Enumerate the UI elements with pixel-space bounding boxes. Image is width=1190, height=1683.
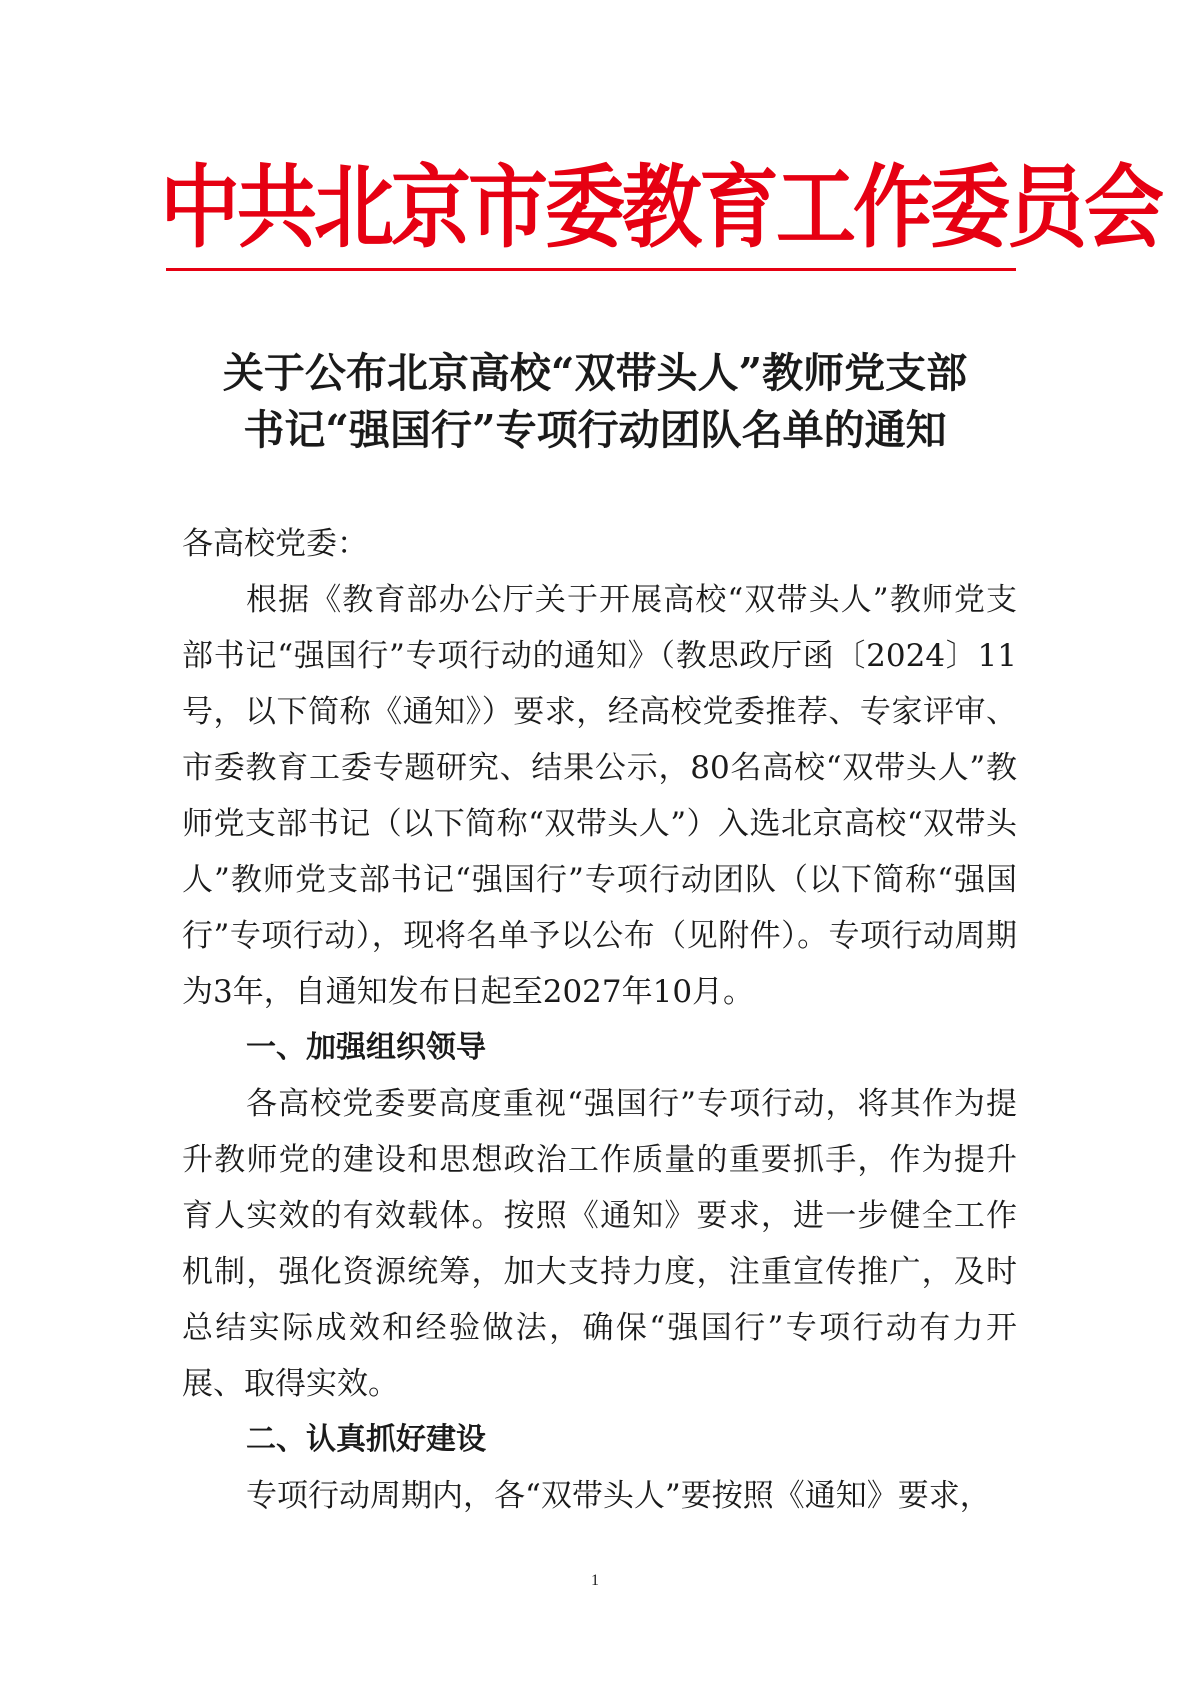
document-title bbox=[170, 345, 1020, 459]
document-body bbox=[182, 516, 1017, 1524]
paragraph-intro: 根据《教育部办公厅关于开展高校“双带头人”教师党支部书记“强国行”专项行动的通知》（教思政厅函〔2024〕11号，以下简称《通知》）要求，经高校党委推荐、专家评审、市委教育工委专题研究、结果公示，80名高校“双带头人”教师党支部书记（以下简称“双带头人”）入选北京高校“双带头人”教师党支部书记“强国行”专项行动团队（以下简称“强国行”专项行动），现将名单予以公布（见附件）。专项行动周期为3年，自通知发布日起至2027年10月。 bbox=[182, 582, 1017, 1010]
page-number: 1 bbox=[591, 1572, 599, 1589]
salutation: 各高校党委： bbox=[182, 526, 368, 562]
document-title-line-2: 书记“强国行”专项行动团队名单的通知 bbox=[243, 406, 947, 454]
section-heading-2: 二、认真抓好建设 bbox=[246, 1422, 486, 1457]
document-title-line-1: 关于公布北京高校“双带头人”教师党支部 bbox=[222, 349, 968, 397]
masthead-org-name: 中共北京市委教育工作委员会 bbox=[160, 155, 1161, 260]
paragraph-section-2: 专项行动周期内，各“双带头人”要按照《通知》要求， bbox=[246, 1478, 991, 1514]
masthead-red-rule bbox=[166, 268, 1016, 271]
section-heading-1: 一、加强组织领导 bbox=[246, 1030, 486, 1065]
paragraph-section-1: 各高校党委要高度重视“强国行”专项行动，将其作为提升教师党的建设和思想政治工作质量的重要抓手，作为提升育人实效的有效载体。按照《通知》要求，进一步健全工作机制，强化资源统筹，加大支持力度，注重宣传推广，及时总结实际成效和经验做法，确保“强国行”专项行动有力开展、取得实效。 bbox=[182, 1086, 1017, 1402]
